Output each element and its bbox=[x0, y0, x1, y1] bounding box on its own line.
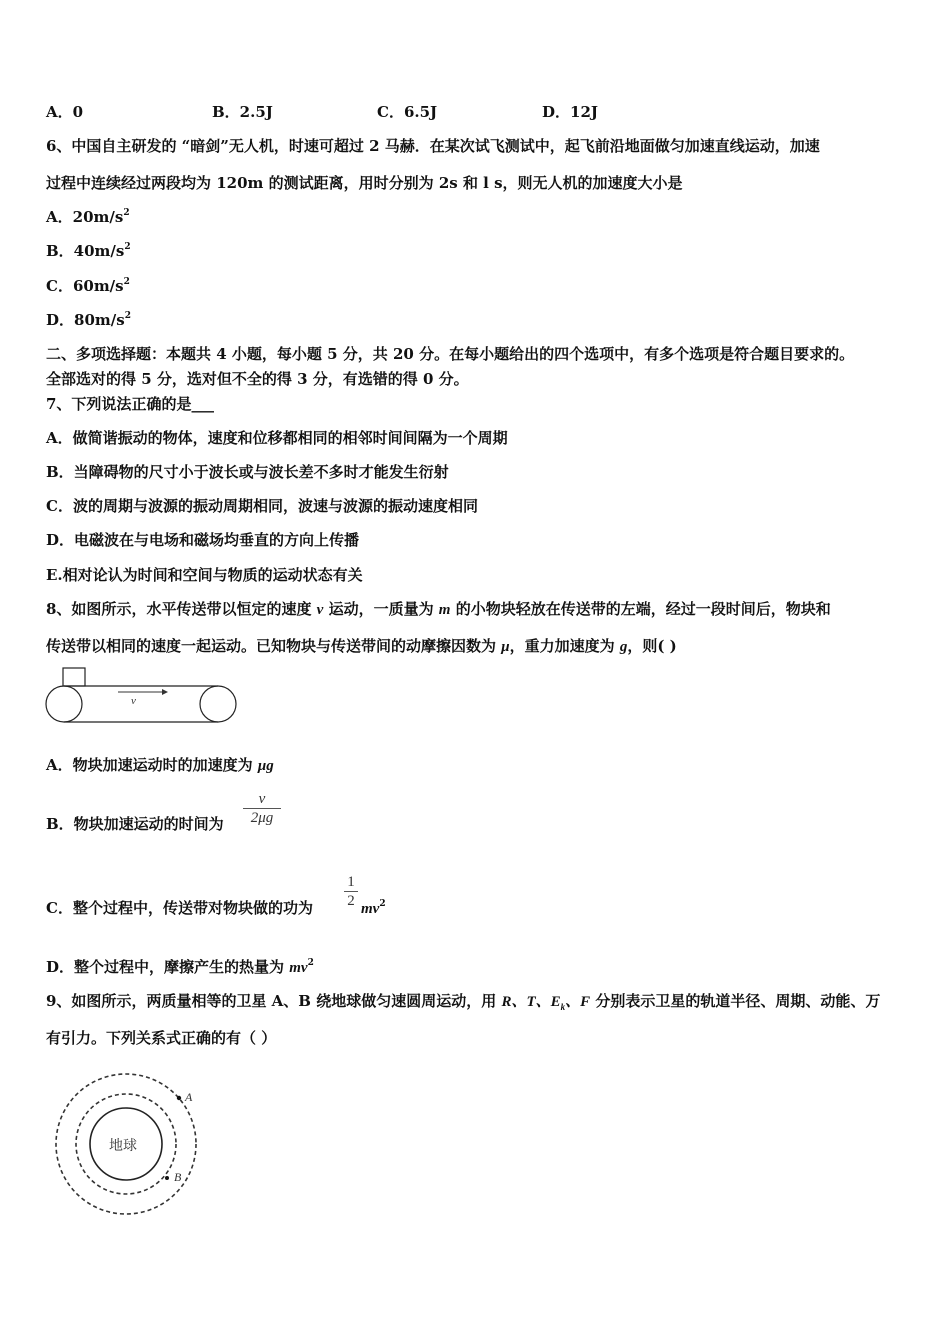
satellite-b-label: B bbox=[174, 1170, 182, 1184]
section2-heading-line1: 二、多项选择题：本题共 4 小题，每小题 5 分，共 20 分。在每小题给出的四个选项中，有多个选项是符合题目要求的。 bbox=[46, 345, 855, 363]
q5-option-d: D．12J bbox=[542, 103, 598, 121]
q8-option-c-fraction bbox=[344, 873, 358, 910]
velocity-arrowhead bbox=[162, 689, 168, 695]
q5-option-c: C．6.5J bbox=[377, 103, 438, 121]
q6-option-a: A．$20m/s^2$ bbox=[46, 208, 130, 226]
orbit-figure bbox=[50, 1070, 210, 1220]
satellite-b bbox=[165, 1176, 169, 1180]
q8-stem-line2: 传送带以相同的速度一起运动。已知物块与传送带间的动摩擦因数为 μ，重力加速度为 g，则( ) bbox=[46, 637, 677, 655]
satellite-a bbox=[177, 1096, 181, 1100]
fraction-numerator: v bbox=[258, 791, 266, 807]
earth-label: 地球 bbox=[109, 1138, 137, 1154]
left-roller bbox=[46, 686, 82, 722]
q5-option-a: A．0 bbox=[46, 103, 84, 121]
q8-option-a: A．物块加速运动时的加速度为 μg bbox=[46, 756, 274, 774]
block bbox=[63, 668, 85, 686]
q7-option-a: A．做简谐振动的物体，速度和位移都相同的相邻时间间隔为一个周期 bbox=[46, 429, 508, 447]
q8-option-d: D．整个过程中，摩擦产生的热量为 $mv^2$ bbox=[46, 958, 314, 976]
q8-stem-line1: 8、如图所示，水平传送带以恒定的速度 v 运动，一质量为 m 的小物块轻放在传送带的左端，经过一段时间后，物块和 bbox=[46, 600, 831, 618]
q6-option-d: D．$80m/s^2$ bbox=[46, 311, 131, 329]
fraction-denominator: 2μg bbox=[250, 810, 274, 826]
q7-option-d: D．电磁波在与电场和磁场均垂直的方向上传播 bbox=[46, 531, 360, 549]
fraction-numerator: 1 bbox=[347, 874, 355, 890]
q9-stem-line2: 有引力。下列关系式正确的有（ ） bbox=[46, 1029, 277, 1047]
q7-option-e: E.相对论认为时间和空间与物质的运动状态有关 bbox=[46, 566, 363, 584]
q9-stem-line1: 9、如图所示，两质量相等的卫星 A、B 绕地球做匀速圆周运动，用 R、T、$E_k$、F 分别表示卫星的轨道半径、周期、动能、万 bbox=[46, 992, 881, 1012]
satellite-a-label: A bbox=[185, 1090, 193, 1104]
q6-stem-line1: 6、中国自主研发的 “暗剑”无人机，时速可超过 2 马赫．在某次试飞测试中，起飞前沿地面做匀加速直线运动，加速 bbox=[46, 137, 820, 155]
conveyor-belt-figure bbox=[44, 666, 240, 726]
q8-option-c: C．整个过程中，传送带对物块做的功为 bbox=[46, 899, 313, 917]
q6-option-c: C．$60m/s^2$ bbox=[46, 277, 130, 295]
fraction-denominator: 2 bbox=[347, 893, 355, 909]
q6-stem-line2: 过程中连续经过两段均为 120m 的测试距离，用时分别为 2s 和 l s，则无人机的加速度大小是 bbox=[46, 174, 683, 192]
q7-stem: 7、下列说法正确的是___ bbox=[46, 395, 214, 413]
velocity-label: v bbox=[131, 695, 136, 707]
q8-option-b: B．物块加速运动的时间为 bbox=[46, 815, 224, 833]
section2-heading-line2: 全部选对的得 5 分，选对但不全的得 3 分，有选错的得 0 分。 bbox=[46, 370, 469, 388]
q5-option-b: B．2.5J bbox=[212, 103, 273, 121]
q8-option-b-fraction bbox=[243, 790, 281, 827]
q6-option-b: B．$40m/s^2$ bbox=[46, 242, 131, 260]
q7-option-b: B．当障碍物的尺寸小于波长或与波长差不多时才能发生衍射 bbox=[46, 463, 449, 481]
right-roller bbox=[200, 686, 236, 722]
q7-option-c: C．波的周期与波源的振动周期相同，波速与波源的振动速度相同 bbox=[46, 497, 478, 515]
q8-option-c-expr: $mv^2$ bbox=[361, 899, 386, 917]
